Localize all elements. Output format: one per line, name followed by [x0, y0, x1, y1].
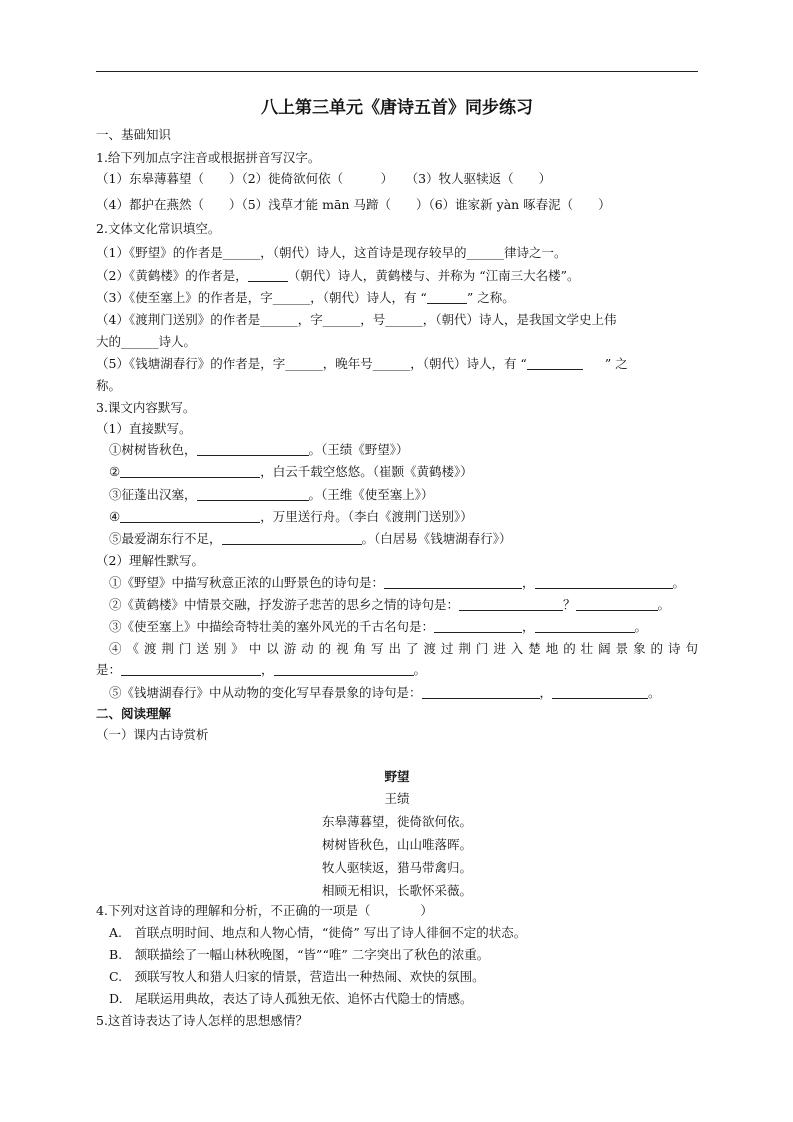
q5-stem: 5.这首诗表达了诗人怎样的思想感情？ — [96, 1013, 308, 1028]
q4-stem: 4.下列对这首诗的理解和分析，不正确的一项是（ ） — [96, 903, 433, 918]
page-title: 八上第三单元《唐诗五首》同步练习 — [261, 98, 533, 118]
blank[interactable] — [535, 575, 673, 589]
poem-line: 相顾无相识，长歌怀采薇。 — [321, 883, 472, 898]
blank[interactable] — [576, 597, 658, 611]
q1-row-2: （4）都护在燕然（ ）（5）浅草才能 mān 马蹄（ ）（6）谁家新 yàn 啄春泥（ ） — [96, 197, 611, 212]
q4-option-b[interactable]: B. 颔联描绘了一幅山林秋晚图，“皆”“唯” 二字突出了秋色的浓重。 — [109, 947, 490, 962]
q3-understand-1: ①《野望》中描写秋意正浓的山野景色的诗句是： ， 。 — [109, 575, 686, 590]
q4-option-d[interactable]: D. 尾联运用典故，表达了诗人孤独无依、追怀古代隐士的情感。 — [109, 991, 473, 1006]
q3-recite-4: ④ ，万里送行舟。（李白《渡荆门送别》） — [109, 509, 473, 524]
q2-item-5: （5）《钱塘湖春行》的作者是，字______，晚年号______，（朝代）诗人，有 “ ” 之 — [96, 356, 628, 371]
q3-understand-4-cont: 是： ， 。 — [96, 662, 427, 677]
q4-option-c[interactable]: C. 颈联写牧人和猎人归家的情景，营造出一种热闹、欢快的氛围。 — [109, 969, 485, 984]
blank[interactable] — [384, 575, 522, 589]
q2-item-5-cont: 称。 — [96, 378, 122, 393]
poem-title: 野望 — [384, 769, 410, 784]
blank[interactable] — [535, 619, 635, 633]
poem-line: 牧人驱犊返，猎马带禽归。 — [321, 860, 472, 875]
blank[interactable] — [527, 356, 583, 370]
blank[interactable] — [120, 509, 260, 523]
blank[interactable] — [552, 685, 648, 699]
q2-item-1: （1）《野望》的作者是______，（朝代）诗人，这首诗是现存较早的______律诗之一。 — [96, 245, 567, 260]
q3-recite-5: ⑤最爱湖东行不足， 。（白居易《钱塘湖春行》） — [109, 531, 512, 546]
q1-row-1: （1）东皋薄暮望（ ）（2）徙倚欲何依（ ） （3）牧人驱犊返（ ） — [96, 171, 552, 186]
q3-recite-1: ①树树皆秋色， 。（王绩《野望》） — [109, 442, 409, 457]
q3-understand-2: ②《黄鹤楼》中情景交融，抒发游子悲苦的思乡之情的诗句是： ？ 。 — [109, 597, 671, 612]
poem-line: 东皋薄暮望，徙倚欲何依。 — [321, 814, 472, 829]
q2-stem: 2.文体文化常识填空。 — [96, 221, 221, 236]
q1-stem: 1.给下列加点字注音或根据拼音写汉字。 — [96, 150, 321, 165]
blank[interactable] — [197, 487, 309, 501]
q3-understand-3: ③《使至塞上》中描绘奇特壮美的塞外风光的千古名句是： ， 。 — [109, 619, 648, 634]
header-rule — [96, 71, 698, 72]
blank[interactable] — [427, 290, 467, 304]
q2-item-4-cont: 大的______诗人。 — [96, 334, 197, 349]
q3-understand-4: ④《渡荆门送别》中以游动的视角写出了渡过荆门进入楚地的壮阔景象的诗句 — [109, 641, 698, 656]
blank[interactable] — [274, 662, 414, 676]
blank[interactable] — [120, 464, 260, 478]
poem-line: 树树皆秋色，山山唯落晖。 — [321, 837, 472, 852]
blank[interactable] — [121, 662, 261, 676]
q2-item-4: （4）《渡荆门送别》的作者是______，字______，号______，（朝代）诗人，是我国文学史上伟 — [96, 312, 617, 327]
q4-option-a[interactable]: A. 首联点明时间、地点和人物心情，“徙倚” 写出了诗人徘徊不定的状态。 — [109, 925, 527, 940]
blank[interactable] — [459, 597, 563, 611]
blank[interactable] — [197, 442, 309, 456]
q3-part-2: （2）理解性默写。 — [96, 553, 204, 568]
q2-item-2: （2）《黄鹤楼》的作者是， （朝代）诗人，黄鹤楼与、并称为 “江南三大名楼”。 — [96, 268, 580, 283]
blank[interactable] — [248, 268, 288, 282]
blank[interactable] — [222, 531, 362, 545]
section-heading-reading: 二、阅读理解 — [96, 706, 172, 721]
poem-author: 王绩 — [384, 791, 410, 806]
q2-item-3: （3）《使至塞上》的作者是，字______，（朝代）诗人，有 “ ” 之称。 — [96, 290, 515, 305]
q3-part-1: （1）直接默写。 — [96, 421, 192, 436]
q3-recite-2: ② ，白云千载空悠悠。（崔颢《黄鹤楼》） — [109, 464, 473, 479]
section-heading-basics: 一、基础知识 — [96, 127, 172, 142]
q3-understand-5: ⑤《钱塘湖春行》中从动物的变化写早春景象的诗句是： ， 。 — [109, 685, 661, 700]
q3-stem: 3.课文内容默写。 — [96, 400, 196, 415]
blank[interactable] — [434, 619, 522, 633]
q3-recite-3: ③征蓬出汉塞， 。（王维《使至塞上》） — [109, 487, 434, 502]
blank[interactable] — [422, 685, 540, 699]
section-subheading: （一）课内古诗赏析 — [96, 727, 209, 742]
